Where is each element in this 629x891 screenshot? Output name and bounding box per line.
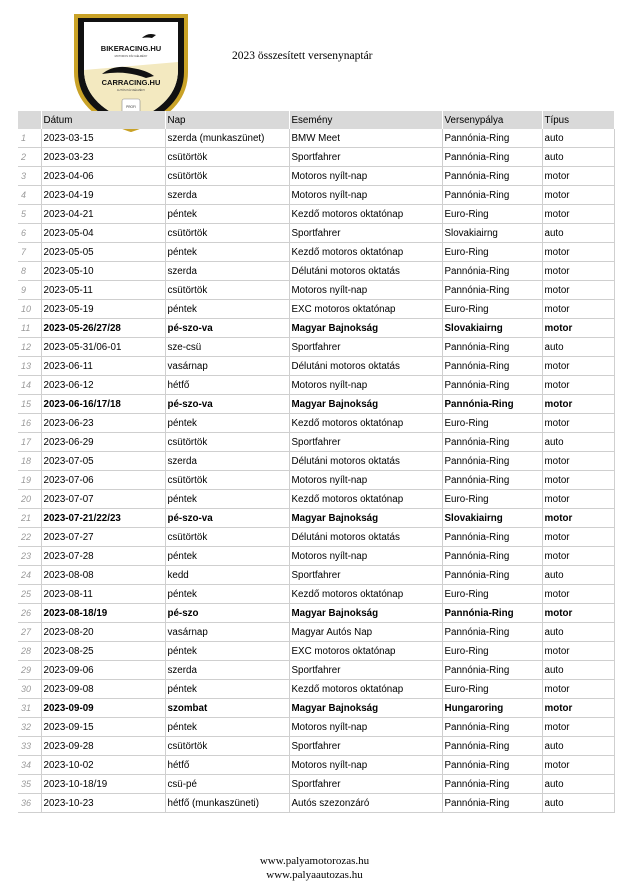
table-row [18,756,614,775]
cell-track: Slovakiairng [442,224,542,243]
table-row [18,452,614,471]
cell-track: Hungaroring [442,699,542,718]
cell-track: Pannónia-Ring [442,452,542,471]
table-row [18,319,614,338]
footer-url-1[interactable]: www.palyamotorozas.hu [259,855,370,867]
cell-track: Pannónia-Ring [442,737,542,756]
cell-date: 2023-09-28 [41,737,165,756]
header-number [18,111,41,129]
cell-type: motor [542,547,614,566]
cell-date: 2023-08-25 [41,642,165,661]
row-number: 9 [18,281,41,300]
row-number: 11 [18,319,41,338]
cell-day: vasárnap [165,623,289,642]
table-row [18,376,614,395]
cell-date: 2023-04-19 [41,186,165,205]
header-date: Dátum [41,111,165,129]
cell-track: Euro-Ring [442,680,542,699]
cell-type: motor [542,167,614,186]
cell-day: szerda (munkaszünet) [165,129,289,148]
cell-date: 2023-07-28 [41,547,165,566]
cell-event: Sportfahrer [289,433,442,452]
cell-type: motor [542,243,614,262]
row-number: 33 [18,737,41,756]
cell-day: péntek [165,680,289,699]
cell-date: 2023-08-20 [41,623,165,642]
row-number: 36 [18,794,41,813]
table-row [18,338,614,357]
cell-date: 2023-03-23 [41,148,165,167]
cell-track: Euro-Ring [442,585,542,604]
cell-type: motor [542,509,614,528]
cell-track: Pannónia-Ring [442,338,542,357]
cell-day: péntek [165,642,289,661]
cell-track: Pannónia-Ring [442,148,542,167]
cell-date: 2023-06-16/17/18 [41,395,165,414]
cell-track: Pannónia-Ring [442,471,542,490]
cell-day: pé-szo-va [165,319,289,338]
cell-type: motor [542,471,614,490]
table-row [18,718,614,737]
cell-date: 2023-06-23 [41,414,165,433]
logo-bottom-sub: AUTÓS PÁLYAÉLMÉNY [116,89,146,92]
cell-event: Kezdő motoros oktatónap [289,243,442,262]
cell-event: Motoros nyílt-nap [289,186,442,205]
cell-track: Pannónia-Ring [442,718,542,737]
cell-event: Sportfahrer [289,566,442,585]
cell-date: 2023-10-18/19 [41,775,165,794]
cell-type: motor [542,300,614,319]
cell-day: péntek [165,414,289,433]
cell-date: 2023-06-11 [41,357,165,376]
footer-url-2[interactable]: www.palyaautozas.hu [266,869,363,881]
row-number: 31 [18,699,41,718]
cell-day: sze-csü [165,338,289,357]
cell-type: motor [542,490,614,509]
cell-date: 2023-05-31/06-01 [41,338,165,357]
cell-type: motor [542,281,614,300]
cell-type: motor [542,604,614,623]
row-number: 23 [18,547,41,566]
cell-day: vasárnap [165,357,289,376]
table-row [18,737,614,756]
cell-event: EXC motoros oktatónap [289,642,442,661]
cell-track: Pannónia-Ring [442,167,542,186]
cell-date: 2023-07-27 [41,528,165,547]
cell-event: Sportfahrer [289,148,442,167]
cell-event: Délutáni motoros oktatás [289,452,442,471]
cell-type: motor [542,376,614,395]
cell-type: auto [542,794,614,813]
cell-track: Euro-Ring [442,642,542,661]
table-row [18,148,614,167]
cell-type: auto [542,661,614,680]
cell-track: Pannónia-Ring [442,661,542,680]
cell-type: motor [542,414,614,433]
row-number: 21 [18,509,41,528]
cell-type: motor [542,585,614,604]
cell-date: 2023-09-06 [41,661,165,680]
cell-day: csütörtök [165,148,289,167]
cell-type: motor [542,680,614,699]
cell-date: 2023-04-21 [41,205,165,224]
cell-date: 2023-08-11 [41,585,165,604]
logo-top-text: BIKERACING.HU [100,44,162,53]
cell-type: motor [542,262,614,281]
page-title: 2023 összesített versenynaptár [232,50,373,62]
cell-day: szerda [165,262,289,281]
cell-day: csütörtök [165,224,289,243]
cell-day: hétfő [165,376,289,395]
cell-date: 2023-05-26/27/28 [41,319,165,338]
table-row [18,357,614,376]
table-row [18,604,614,623]
cell-event: Autós szezonzáró [289,794,442,813]
row-number: 28 [18,642,41,661]
cell-date: 2023-03-15 [41,129,165,148]
cell-event: Magyar Bajnokság [289,604,442,623]
cell-event: Magyar Bajnokság [289,395,442,414]
cell-day: csütörtök [165,528,289,547]
cell-event: Sportfahrer [289,737,442,756]
cell-event: Motoros nyílt-nap [289,547,442,566]
table-row [18,224,614,243]
cell-date: 2023-07-21/22/23 [41,509,165,528]
table-row [18,186,614,205]
cell-type: motor [542,528,614,547]
cell-day: csü-pé [165,775,289,794]
row-number: 13 [18,357,41,376]
cell-type: motor [542,319,614,338]
table-row [18,794,614,813]
cell-event: Motoros nyílt-nap [289,718,442,737]
cell-type: motor [542,756,614,775]
cell-date: 2023-05-04 [41,224,165,243]
table-row [18,395,614,414]
cell-track: Euro-Ring [442,414,542,433]
cell-date: 2023-08-08 [41,566,165,585]
cell-track: Pannónia-Ring [442,186,542,205]
cell-type: auto [542,775,614,794]
row-number: 25 [18,585,41,604]
row-number: 8 [18,262,41,281]
cell-date: 2023-05-10 [41,262,165,281]
cell-day: péntek [165,718,289,737]
table-row [18,300,614,319]
cell-type: motor [542,718,614,737]
row-number: 19 [18,471,41,490]
header-type: Típus [542,111,614,129]
cell-event: Motoros nyílt-nap [289,471,442,490]
cell-event: Magyar Bajnokság [289,319,442,338]
table-row [18,243,614,262]
cell-day: csütörtök [165,281,289,300]
cell-event: Sportfahrer [289,338,442,357]
cell-day: csütörtök [165,433,289,452]
cell-track: Pannónia-Ring [442,756,542,775]
cell-type: auto [542,566,614,585]
cell-event: Sportfahrer [289,661,442,680]
row-number: 1 [18,129,41,148]
table-row [18,167,614,186]
cell-type: motor [542,642,614,661]
cell-type: motor [542,452,614,471]
logo-top-sub: MOTOROS PÁLYAÉLMÉNY [114,55,148,58]
row-number: 29 [18,661,41,680]
row-number: 6 [18,224,41,243]
table-row [18,623,614,642]
cell-event: Magyar Bajnokság [289,509,442,528]
cell-track: Pannónia-Ring [442,395,542,414]
cell-event: Délutáni motoros oktatás [289,262,442,281]
table-row [18,129,614,148]
cell-day: pé-szo-va [165,509,289,528]
cell-track: Slovakiairng [442,319,542,338]
table-row [18,414,614,433]
row-number: 14 [18,376,41,395]
table-row [18,661,614,680]
cell-type: motor [542,699,614,718]
row-number: 15 [18,395,41,414]
row-number: 34 [18,756,41,775]
cell-day: pé-szo [165,604,289,623]
cell-date: 2023-07-05 [41,452,165,471]
table-row [18,433,614,452]
header-track: Versenypálya [442,111,542,129]
cell-date: 2023-08-18/19 [41,604,165,623]
cell-track: Euro-Ring [442,490,542,509]
cell-day: péntek [165,585,289,604]
cell-track: Pannónia-Ring [442,528,542,547]
row-number: 26 [18,604,41,623]
cell-event: Motoros nyílt-nap [289,167,442,186]
cell-day: csütörtök [165,167,289,186]
cell-type: motor [542,205,614,224]
cell-event: Sportfahrer [289,775,442,794]
cell-event: EXC motoros oktatónap [289,300,442,319]
row-number: 20 [18,490,41,509]
cell-event: Délutáni motoros oktatás [289,528,442,547]
table-row [18,281,614,300]
cell-type: auto [542,737,614,756]
cell-event: Kezdő motoros oktatónap [289,585,442,604]
cell-track: Euro-Ring [442,205,542,224]
cell-track: Pannónia-Ring [442,433,542,452]
schedule-table [18,111,615,813]
cell-date: 2023-05-05 [41,243,165,262]
cell-day: szombat [165,699,289,718]
cell-type: motor [542,395,614,414]
cell-day: péntek [165,547,289,566]
cell-event: BMW Meet [289,129,442,148]
cell-event: Kezdő motoros oktatónap [289,414,442,433]
row-number: 30 [18,680,41,699]
row-number: 22 [18,528,41,547]
table-row [18,528,614,547]
cell-type: auto [542,129,614,148]
logo-bottom-text: CARRACING.HU [101,78,161,87]
cell-track: Pannónia-Ring [442,566,542,585]
cell-track: Pannónia-Ring [442,357,542,376]
row-number: 32 [18,718,41,737]
table-header-row [18,111,614,129]
table-row [18,585,614,604]
cell-day: csütörtök [165,471,289,490]
table-row [18,262,614,281]
cell-type: auto [542,224,614,243]
cell-date: 2023-05-19 [41,300,165,319]
cell-day: péntek [165,205,289,224]
cell-track: Pannónia-Ring [442,623,542,642]
row-number: 18 [18,452,41,471]
cell-day: kedd [165,566,289,585]
cell-type: motor [542,357,614,376]
row-number: 35 [18,775,41,794]
table-body [18,129,614,813]
table-row [18,205,614,224]
cell-type: auto [542,433,614,452]
row-number: 4 [18,186,41,205]
cell-day: péntek [165,243,289,262]
row-number: 7 [18,243,41,262]
cell-type: motor [542,186,614,205]
header-day: Nap [165,111,289,129]
cell-event: Kezdő motoros oktatónap [289,680,442,699]
cell-day: szerda [165,452,289,471]
cell-day: hétfő (munkaszüneti) [165,794,289,813]
cell-track: Pannónia-Ring [442,129,542,148]
cell-event: Motoros nyílt-nap [289,376,442,395]
table-row [18,642,614,661]
cell-date: 2023-04-06 [41,167,165,186]
cell-day: szerda [165,186,289,205]
cell-date: 2023-07-06 [41,471,165,490]
cell-track: Euro-Ring [442,243,542,262]
cell-date: 2023-06-29 [41,433,165,452]
cell-date: 2023-09-15 [41,718,165,737]
cell-track: Pannónia-Ring [442,262,542,281]
cell-date: 2023-09-09 [41,699,165,718]
cell-day: péntek [165,490,289,509]
cell-day: csütörtök [165,737,289,756]
cell-track: Pannónia-Ring [442,281,542,300]
cell-track: Pannónia-Ring [442,794,542,813]
cell-date: 2023-05-11 [41,281,165,300]
row-number: 27 [18,623,41,642]
table-row [18,471,614,490]
cell-date: 2023-10-02 [41,756,165,775]
table-row [18,775,614,794]
row-number: 24 [18,566,41,585]
table-row [18,680,614,699]
row-number: 3 [18,167,41,186]
row-number: 10 [18,300,41,319]
row-number: 12 [18,338,41,357]
row-number: 16 [18,414,41,433]
cell-event: Kezdő motoros oktatónap [289,205,442,224]
cell-date: 2023-10-23 [41,794,165,813]
cell-type: auto [542,148,614,167]
cell-track: Pannónia-Ring [442,547,542,566]
cell-event: Magyar Bajnokság [289,699,442,718]
cell-date: 2023-06-12 [41,376,165,395]
cell-event: Motoros nyílt-nap [289,756,442,775]
header-event: Esemény [289,111,442,129]
cell-event: Magyar Autós Nap [289,623,442,642]
table-row [18,566,614,585]
cell-track: Euro-Ring [442,300,542,319]
cell-type: auto [542,338,614,357]
cell-day: szerda [165,661,289,680]
cell-day: hétfő [165,756,289,775]
cell-day: péntek [165,300,289,319]
cell-event: Motoros nyílt-nap [289,281,442,300]
cell-event: Sportfahrer [289,224,442,243]
table-row [18,490,614,509]
cell-track: Pannónia-Ring [442,376,542,395]
table-row [18,699,614,718]
table-row [18,509,614,528]
logo-badge-text: PROFI [126,105,136,109]
row-number: 2 [18,148,41,167]
row-number: 17 [18,433,41,452]
table-row [18,547,614,566]
cell-day: pé-szo-va [165,395,289,414]
cell-track: Pannónia-Ring [442,775,542,794]
cell-date: 2023-07-07 [41,490,165,509]
cell-track: Pannónia-Ring [442,604,542,623]
cell-event: Délutáni motoros oktatás [289,357,442,376]
row-number: 5 [18,205,41,224]
cell-date: 2023-09-08 [41,680,165,699]
cell-track: Slovakiairng [442,509,542,528]
cell-event: Kezdő motoros oktatónap [289,490,442,509]
cell-type: auto [542,623,614,642]
